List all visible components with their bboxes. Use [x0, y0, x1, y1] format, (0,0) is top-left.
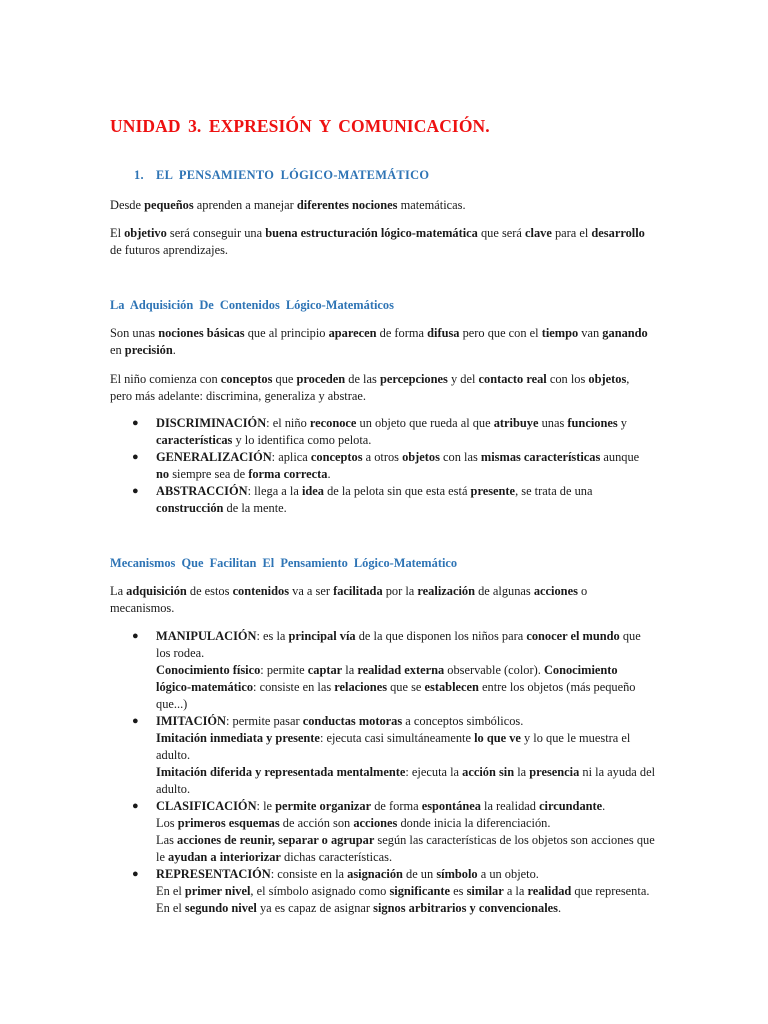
list-item-text: ABSTRACCIÓN: llega a la idea de la pelota sin que esta está presente, se trata de una construcción de la mente.	[156, 484, 593, 515]
bold-run: diferentes nociones	[296, 198, 398, 212]
subsection-heading-adquisicion: La Adquisición De Contenidos Lógico-Matemáticos	[110, 298, 394, 312]
bold-run: características	[156, 433, 233, 447]
bold-run: ganando	[602, 326, 648, 340]
bold-run: conocer el mundo	[526, 629, 620, 643]
bold-run: significante	[389, 884, 451, 898]
list-item-subline: Las acciones de reunir, separar o agrupar según las características de los objetos son acciones que le ayudan a interiorizar dichas características.	[156, 833, 655, 864]
bold-run: construcción	[156, 501, 224, 515]
bold-run: buena estructuración lógico-matemática	[265, 226, 478, 240]
list-item-term: IMITACIÓN	[156, 714, 226, 728]
intro-paragraph-2: El objetivo será conseguir una buena estructuración lógico-matemática que será clave para el desarrollo de futuros aprendizajes.	[110, 226, 645, 257]
bold-run: permite organizar	[275, 799, 372, 813]
bold-run: precisión	[124, 343, 173, 357]
bold-run: presencia	[529, 765, 580, 779]
bold-run: establecen	[424, 680, 479, 694]
bold-run: principal vía	[288, 629, 356, 643]
list-item-subline: En el primer nivel, el símbolo asignado como significante es similar a la realidad que representa.	[156, 884, 650, 898]
subsection-heading-mecanismos: Mecanismos Que Facilitan El Pensamiento Lógico-Matemático	[110, 556, 458, 570]
bold-run: contenidos	[232, 584, 290, 598]
bold-run: acciones	[353, 816, 398, 830]
bold-run: contacto real	[478, 372, 547, 386]
bold-run: primeros esquemas	[177, 816, 280, 830]
bold-run: aparecen	[328, 326, 377, 340]
bold-run: no	[156, 467, 170, 481]
section-number: 1.	[134, 168, 144, 182]
list-item-text: IMITACIÓN: permite pasar conductas motoras a conceptos simbólicos.	[156, 714, 524, 728]
bullet-icon: ●	[132, 417, 139, 429]
bold-run: nociones básicas	[158, 326, 245, 340]
bold-run: atribuye	[493, 416, 539, 430]
mecanismos-paragraph-1: La adquisición de estos contenidos va a ser facilitada por la realización de algunas acciones o mecanismos.	[110, 584, 588, 615]
bold-run: conductas motoras	[302, 714, 403, 728]
list-item-term: ABSTRACCIÓN	[156, 484, 248, 498]
bold-run: primer nivel	[184, 884, 251, 898]
section-heading	[134, 168, 429, 183]
bullet-icon: ●	[132, 868, 139, 880]
bold-run: mismas características	[480, 450, 601, 464]
mecanismos-list	[110, 628, 655, 917]
bold-run: espontánea	[421, 799, 481, 813]
list-item-term: GENERALIZACIÓN	[156, 450, 272, 464]
list-item-text: DISCRIMINACIÓN: el niño reconoce un objeto que rueda al que atribuye unas funciones y características y lo identifica como pelota.	[156, 416, 627, 447]
bold-run: ayudan a interiorizar	[168, 850, 281, 864]
list-item	[110, 628, 655, 713]
bold-run: asignación	[347, 867, 403, 881]
bold-run: acciones	[533, 584, 578, 598]
section-title: EL PENSAMIENTO LÓGICO-MATEMÁTICO	[156, 168, 430, 182]
list-item	[110, 866, 655, 917]
list-item-subline: Imitación inmediata y presente: ejecuta casi simultáneamente lo que ve y lo que le muestra el adulto.	[156, 731, 631, 762]
adquisicion-paragraph-2: El niño comienza con conceptos que proceden de las percepciones y del contacto real con los objetos, pero más adelante: discrimina, generaliza y abstrae.	[110, 372, 630, 403]
list-item	[110, 713, 655, 798]
bold-run: relaciones	[334, 680, 388, 694]
list-item-subline: Conocimiento físico: permite captar la realidad externa observable (color). Conocimiento lógico-matemático: consiste en las relaciones que se establecen entre los objetos (más pequeño que...)	[156, 663, 636, 711]
list-item	[110, 798, 655, 866]
bold-run: realización	[417, 584, 475, 598]
list-item-term: REPRESENTACIÓN	[156, 867, 271, 881]
bold-run: Imitación diferida y representada mentalmente	[156, 765, 406, 779]
list-item-text: REPRESENTACIÓN: consiste en la asignación de un símbolo a un objeto.	[156, 867, 539, 881]
bold-run: objetivo	[124, 226, 167, 240]
bold-run: proceden	[296, 372, 346, 386]
intro-paragraph-1: Desde pequeños aprenden a manejar diferentes nociones matemáticas.	[110, 198, 466, 212]
adquisicion-paragraph-1: Son unas nociones básicas que al principio aparecen de forma difusa pero que con el tiempo van ganando en precisión.	[110, 326, 648, 357]
bold-run: acciones de reunir, separar o agrupar	[177, 833, 375, 847]
list-item-subline: En el segundo nivel ya es capaz de asignar signos arbitrarios y convencionales.	[156, 901, 562, 915]
bold-run: clave	[525, 226, 552, 240]
bold-run: funciones	[567, 416, 618, 430]
list-item-term: CLASIFICACIÓN	[156, 799, 257, 813]
bold-run: símbolo	[436, 867, 478, 881]
list-item-text: CLASIFICACIÓN: le permite organizar de forma espontánea la realidad circundante.	[156, 799, 606, 813]
bold-run: pequeños	[144, 198, 194, 212]
bold-run: Conocimiento lógico-matemático	[156, 663, 618, 694]
bold-run: objetos	[588, 372, 627, 386]
unit-title: UNIDAD 3. EXPRESIÓN Y COMUNICACIÓN.	[110, 116, 490, 136]
bold-run: percepciones	[379, 372, 448, 386]
bold-run: reconoce	[309, 416, 357, 430]
bold-run: acción sin	[462, 765, 515, 779]
bold-run: conceptos	[220, 372, 273, 386]
bold-run: realidad externa	[357, 663, 445, 677]
bold-run: conceptos	[310, 450, 363, 464]
bold-run: adquisición	[126, 584, 187, 598]
list-item	[110, 415, 655, 449]
bold-run: Imitación inmediata y presente	[156, 731, 320, 745]
bold-run: captar	[307, 663, 343, 677]
list-item	[110, 483, 655, 517]
bullet-icon: ●	[132, 800, 139, 812]
list-item-term: DISCRIMINACIÓN	[156, 416, 267, 430]
bullet-icon: ●	[132, 451, 139, 463]
bold-run: similar	[466, 884, 504, 898]
bold-run: presente	[470, 484, 516, 498]
bold-run: lo que ve	[474, 731, 521, 745]
bold-run: signos arbitrarios y convencionales	[373, 901, 558, 915]
bold-run: realidad	[527, 884, 572, 898]
bold-run: objetos	[402, 450, 440, 464]
bold-run: desarrollo	[591, 226, 645, 240]
bullet-icon: ●	[132, 485, 139, 497]
bold-run: segundo nivel	[184, 901, 257, 915]
bold-run: idea	[301, 484, 324, 498]
bold-run: circundante	[539, 799, 603, 813]
bullet-icon: ●	[132, 715, 139, 727]
bold-run: facilitada	[333, 584, 383, 598]
list-item-text: MANIPULACIÓN: es la principal vía de la que disponen los niños para conocer el mundo que los rodea.	[156, 629, 641, 660]
list-item-subline: Los primeros esquemas de acción son acciones donde inicia la diferenciación.	[156, 816, 551, 830]
adquisicion-list	[110, 415, 655, 517]
list-item	[110, 449, 655, 483]
bold-run: Conocimiento físico	[156, 663, 261, 677]
list-item-term: MANIPULACIÓN	[156, 629, 257, 643]
list-item-text: GENERALIZACIÓN: aplica conceptos a otros objetos con las mismas características aunque no siempre sea de forma correcta.	[156, 450, 640, 481]
bold-run: difusa	[427, 326, 460, 340]
bold-run: forma correcta	[248, 467, 328, 481]
list-item-subline: Imitación diferida y representada mentalmente: ejecuta la acción sin la presencia ni la ayuda del adulto.	[156, 765, 656, 796]
bold-run: tiempo	[541, 326, 579, 340]
bullet-icon: ●	[132, 630, 139, 642]
